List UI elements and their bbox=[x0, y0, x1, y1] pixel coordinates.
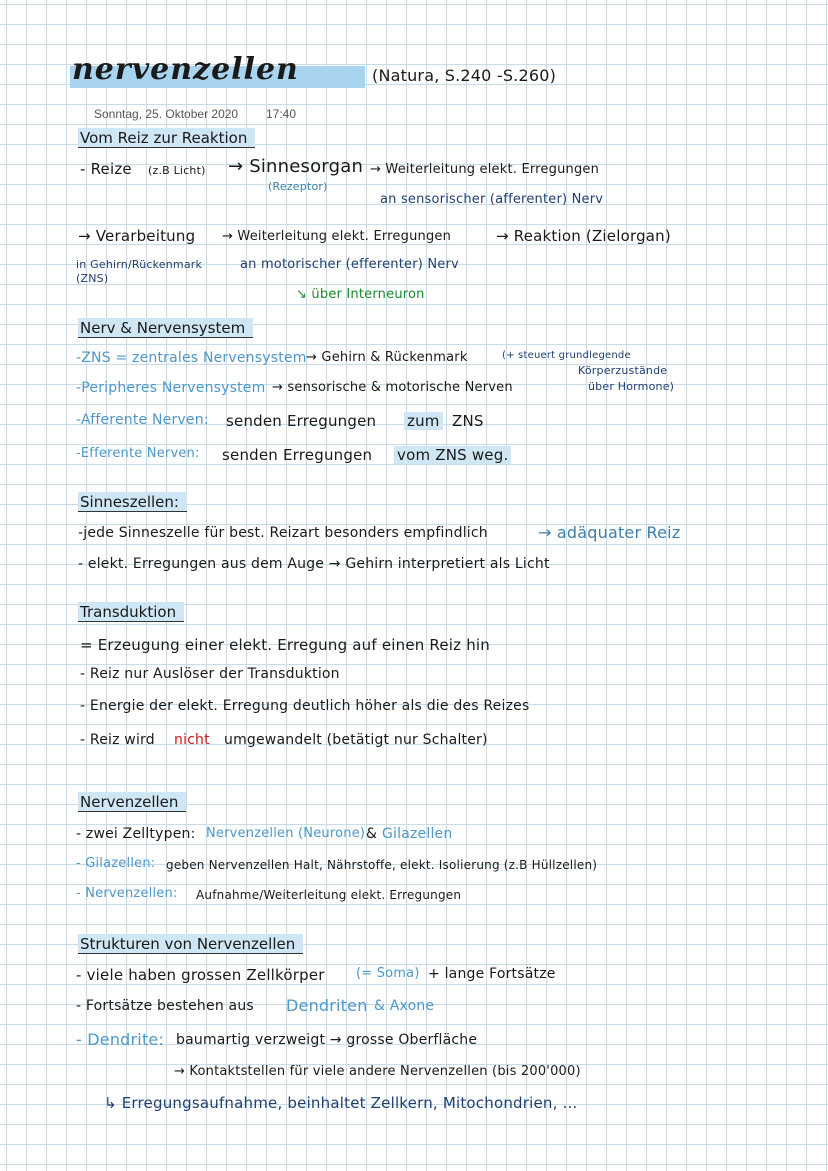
reiz-motorischer-nerv: an motorischer (efferenter) Nerv bbox=[240, 257, 459, 272]
section-heading-transduktion: Transduktion bbox=[78, 602, 184, 622]
reiz-line1-c: → Sinnesorgan bbox=[228, 156, 364, 177]
nerv-zns-d: Körperzustände bbox=[578, 364, 668, 377]
nz-line1-a: - zwei Zelltypen: bbox=[76, 826, 196, 842]
nz-line3-a: - Nervenzellen: bbox=[76, 886, 178, 901]
reiz-line1-b: (z.B Licht) bbox=[148, 164, 206, 177]
trans-line4-a: - Reiz wird bbox=[80, 732, 155, 748]
struk-line2-a: - Fortsätze bestehen aus bbox=[76, 998, 254, 1014]
nerv-afferent-a: -Afferente Nerven: bbox=[76, 412, 209, 428]
trans-line2: - Reiz nur Auslöser der Transduktion bbox=[80, 666, 340, 682]
nerv-peripher-a: -Peripheres Nervensystem bbox=[76, 380, 266, 396]
nz-line1-b: Nervenzellen (Neurone) bbox=[206, 826, 366, 841]
nz-line1-c: & bbox=[366, 826, 378, 842]
nerv-afferent-d: ZNS bbox=[452, 412, 484, 430]
trans-line1: = Erzeugung einer elekt. Erregung auf einen Reiz hin bbox=[80, 636, 491, 654]
reiz-line2-c: → Reaktion (Zielorgan) bbox=[496, 227, 671, 245]
nerv-zns-a: -ZNS = zentrales Nervensystem bbox=[76, 350, 307, 366]
nz-line2-b: geben Nervenzellen Halt, Nährstoffe, elekt. Isolierung (z.B Hüllzellen) bbox=[166, 858, 598, 872]
struk-line1-c: + lange Fortsätze bbox=[428, 966, 556, 982]
nerv-peripher-b: → sensorische & motorische Nerven bbox=[272, 380, 513, 395]
nerv-efferent-b: senden Erregungen bbox=[222, 446, 373, 464]
trans-line3: - Energie der elekt. Erregung deutlich höher als die des Reizes bbox=[80, 698, 530, 714]
reiz-sensorischer-nerv: an sensorischer (afferenter) Nerv bbox=[380, 192, 604, 207]
source-reference: (Natura, S.240 -S.260) bbox=[372, 66, 557, 85]
nz-line1-d: Gilazellen bbox=[382, 826, 453, 842]
nerv-efferent-c: vom ZNS weg. bbox=[394, 446, 511, 464]
reiz-zns: (ZNS) bbox=[76, 272, 109, 285]
nerv-afferent-b: senden Erregungen bbox=[226, 412, 377, 430]
nz-line3-b: Aufnahme/Weiterleitung elekt. Erregungen bbox=[196, 888, 462, 902]
nz-line2-a: - Gilazellen: bbox=[76, 856, 156, 871]
nerv-efferent-a: -Efferente Nerven: bbox=[76, 446, 200, 461]
sinn-line1-a: -jede Sinneszelle für best. Reizart besonders empfindlich bbox=[78, 525, 488, 541]
struk-line5: ↳ Erregungsaufnahme, beinhaltet Zellkern, Mitochondrien, ... bbox=[104, 1094, 578, 1112]
struk-line1-b: (= Soma) bbox=[356, 966, 420, 981]
section-heading-reiz: Vom Reiz zur Reaktion bbox=[78, 128, 255, 148]
section-heading-sinneszellen: Sinneszellen: bbox=[78, 492, 187, 512]
struk-line1-a: - viele haben grossen Zellkörper bbox=[76, 966, 325, 984]
time-label: 17:40 bbox=[266, 107, 297, 121]
struk-line3-b: baumartig verzweigt → grosse Oberfläche bbox=[176, 1032, 478, 1048]
reiz-line1-a: - Reize bbox=[80, 160, 132, 178]
sinn-line1-b: → adäquater Reiz bbox=[538, 523, 681, 542]
section-heading-nerv: Nerv & Nervensystem bbox=[78, 318, 253, 338]
section-heading-nervenzellen: Nervenzellen bbox=[78, 792, 186, 812]
reiz-gehirn: in Gehirn/Rückenmark bbox=[76, 258, 203, 271]
reiz-line1-d: → Weiterleitung elekt. Erregungen bbox=[370, 162, 600, 177]
reiz-rezeptor: (Rezeptor) bbox=[268, 180, 328, 193]
sinn-line2: - elekt. Erregungen aus dem Auge → Gehirn interpretiert als Licht bbox=[78, 556, 550, 572]
reiz-line2-b: → Weiterleitung elekt. Erregungen bbox=[222, 229, 452, 244]
date-label: Sonntag, 25. Oktober 2020 bbox=[94, 107, 239, 121]
trans-line4-c: umgewandelt (betätigt nur Schalter) bbox=[224, 732, 488, 748]
nerv-afferent-c: zum bbox=[404, 412, 443, 430]
struk-line2-c: & Axone bbox=[374, 998, 435, 1014]
reiz-line2-a: → Verarbeitung bbox=[78, 227, 196, 245]
struk-line4: → Kontaktstellen für viele andere Nervenzellen (bis 200'000) bbox=[174, 1064, 581, 1079]
nerv-zns-b: → Gehirn & Rückenmark bbox=[306, 350, 468, 365]
reiz-interneuron: ↘ über Interneuron bbox=[296, 287, 425, 302]
nerv-zns-c: (+ steuert grundlegende bbox=[502, 350, 631, 361]
struk-line3-a: - Dendrite: bbox=[76, 1030, 165, 1049]
struk-line2-b: Dendriten bbox=[286, 996, 368, 1015]
nerv-zns-e: über Hormone) bbox=[588, 380, 675, 393]
page-title: nervenzellen bbox=[72, 52, 299, 87]
trans-line4-nicht: nicht bbox=[174, 732, 210, 748]
section-heading-strukturen: Strukturen von Nervenzellen bbox=[78, 934, 303, 954]
